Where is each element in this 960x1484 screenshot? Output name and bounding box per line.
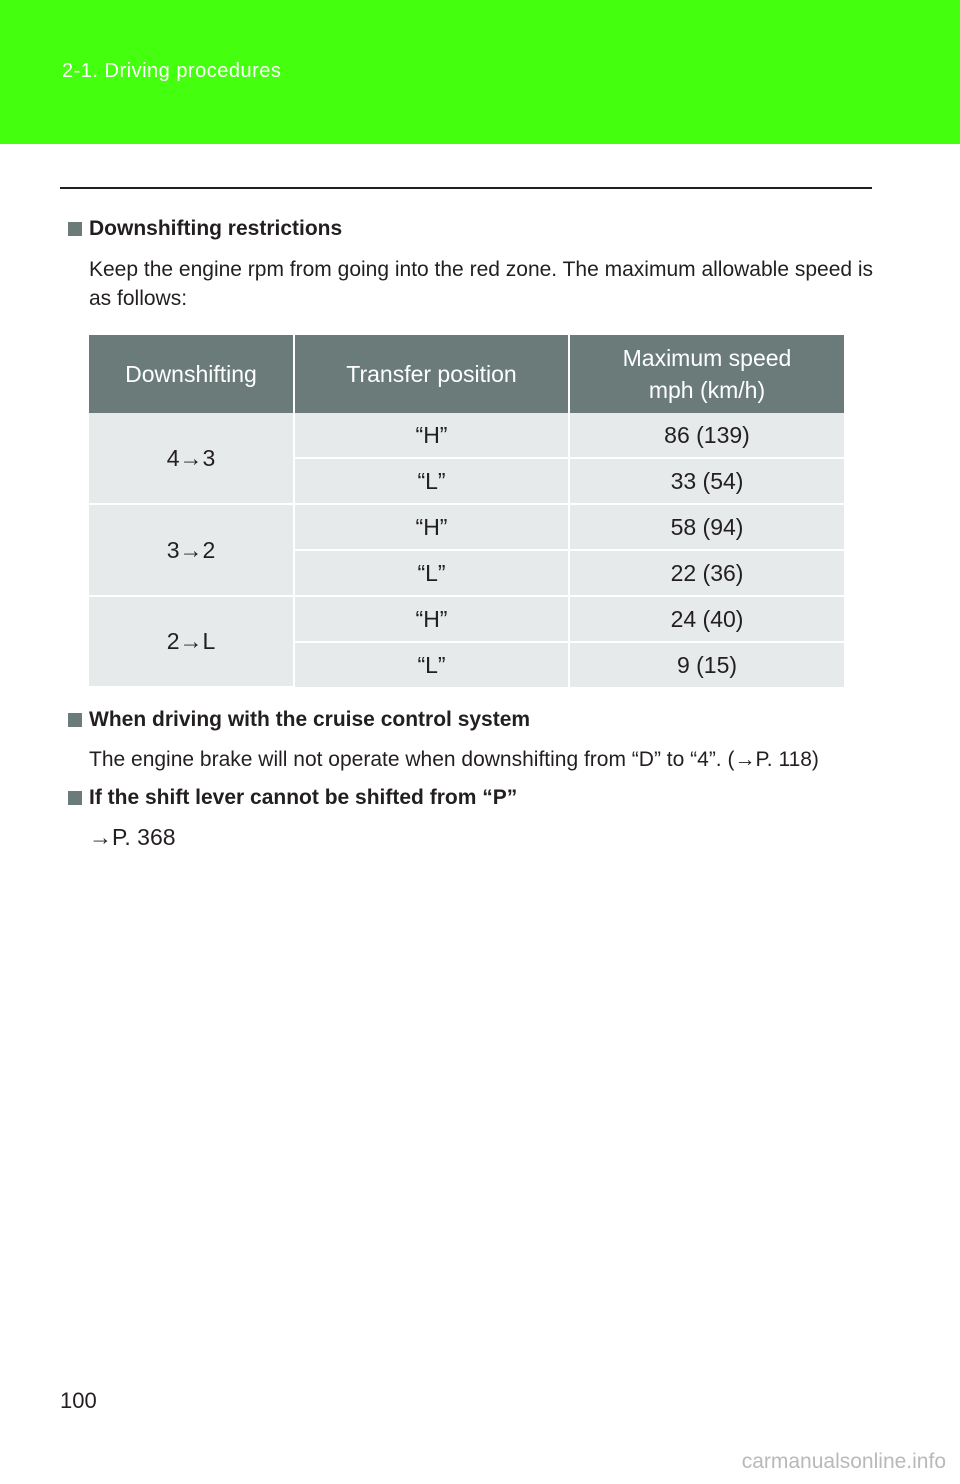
paragraph-downshifting: Keep the engine rpm from going into the red zone. The maximum allowable speed is as follows: (89, 258, 874, 310)
downshift-cell: 4→3 (89, 413, 294, 504)
header-maximum-speed (569, 335, 844, 413)
watermark: carmanualsonline.info (741, 1450, 946, 1473)
header-downshifting: Downshifting (89, 335, 294, 413)
table-header-row (89, 335, 844, 413)
bullet-square-icon (68, 222, 82, 236)
section-title: 2-1. Driving procedures (62, 60, 282, 82)
position-cell: “L” (294, 550, 569, 596)
position-cell: “L” (294, 642, 569, 687)
heading-text: Downshifting restrictions (89, 217, 343, 240)
header-maximum-speed-label: Maximum speed (622, 345, 792, 371)
table-row (89, 413, 844, 458)
heading-text: When driving with the cruise control system (89, 708, 531, 731)
paragraph-cruise-control: The engine brake will not operate when downshifting from “D” to “4”. (→P. 118) (89, 748, 819, 771)
heading-shift-lever (68, 786, 517, 810)
header-transfer-position: Transfer position (294, 335, 569, 413)
speed-cell: 58 (94) (569, 504, 844, 550)
speed-cell: 9 (15) (569, 642, 844, 687)
position-cell: “H” (294, 596, 569, 642)
max-speed-table (89, 335, 844, 688)
table-row (89, 596, 844, 642)
position-cell: “H” (294, 504, 569, 550)
heading-downshifting-restrictions (68, 217, 342, 241)
bullet-square-icon (68, 713, 82, 727)
speed-cell: 24 (40) (569, 596, 844, 642)
downshift-cell: 3→2 (89, 504, 294, 596)
position-cell: “H” (294, 413, 569, 458)
speed-cell: 22 (36) (569, 550, 844, 596)
header-speed-unit: mph (km/h) (648, 377, 766, 403)
speed-cell: 86 (139) (569, 413, 844, 458)
downshift-cell: 2→L (89, 596, 294, 687)
table-row (89, 504, 844, 550)
page-reference-link[interactable]: →P. 368 (89, 824, 176, 850)
speed-cell: 33 (54) (569, 458, 844, 504)
section-divider (60, 187, 872, 189)
position-cell: “L” (294, 458, 569, 504)
heading-text: If the shift lever cannot be shifted from “P” (89, 786, 518, 809)
bullet-square-icon (68, 791, 82, 805)
page-number: 100 (60, 1388, 97, 1413)
heading-cruise-control (68, 708, 530, 732)
